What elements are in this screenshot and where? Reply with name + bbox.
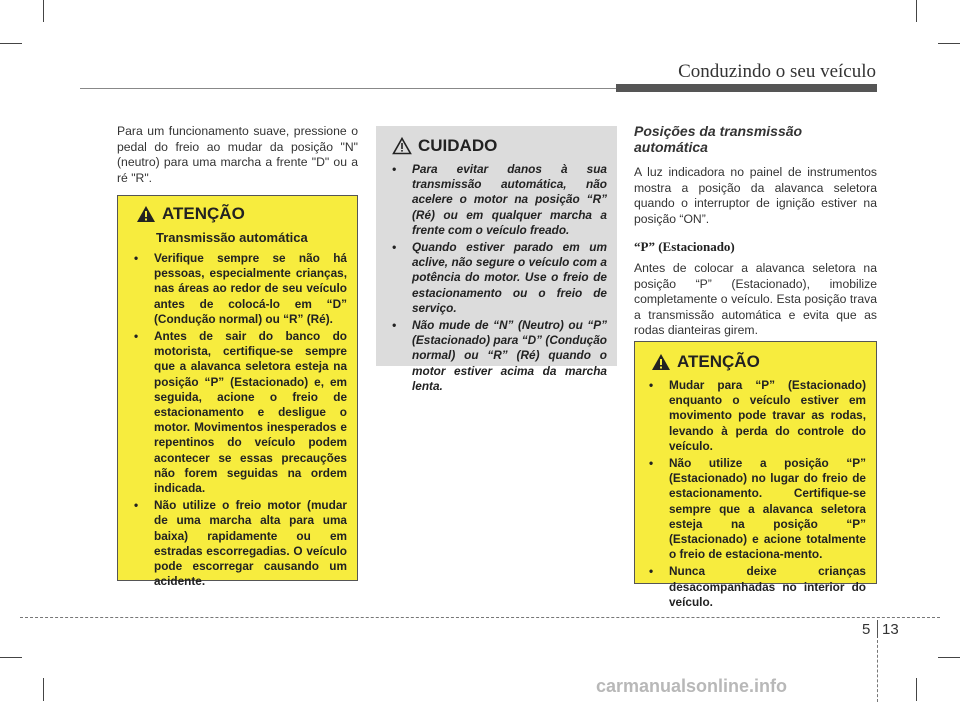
left-column (117, 124, 358, 186)
crop-mark (938, 657, 960, 658)
caution-icon (392, 137, 412, 155)
warning-heading-label: ATENÇÃO (677, 352, 760, 371)
warning-subtitle: Transmissão automática (156, 230, 308, 245)
crop-mark (916, 0, 917, 22)
crop-mark (43, 678, 44, 701)
list-item: • Mudar para “P” (Estacionado) enquanto o veículo estiver em movimento pode travar as rodas, levando à perda do controle do veículo. (639, 378, 866, 454)
subsection-paragraph: Antes de colocar a alavanca seletora na posição “P” (Estacionado), imobilize completamente o veículo. Esta posição trava a transmissão automática e evita que as rodas dianteiras girem. (634, 261, 877, 337)
crop-mark (0, 43, 22, 44)
warning-icon (136, 205, 156, 223)
header-rule (80, 88, 620, 89)
caution-heading (392, 136, 607, 156)
header-bar (616, 84, 877, 92)
warning-heading (136, 204, 347, 224)
warning-icon (651, 353, 671, 371)
crop-mark (938, 43, 960, 44)
list-item: • Verifique sempre se não há pessoas, especialmente crianças, nas áreas ao redor de seu veículo antes de colocá-lo em “D” (Condução normal) ou “R” (Ré). (124, 251, 347, 327)
watermark: carmanualsonline.info (596, 676, 788, 696)
chapter-number: 5 (862, 621, 871, 638)
chapter-title: Conduzindo o seu veículo (678, 61, 876, 82)
page-separator (877, 620, 878, 638)
list-item: • Antes de sair do banco do motorista, certifique-se sempre que a alavanca seletora esteja na posição “P” (Estacionado) e, em seguida, acione o freio de estacionamento e desligue o motor. Movimentos inesperados e repentinos do veículo podem acontecer se essas precauções não forem seguidas na ordem indicada. (124, 329, 347, 496)
list-item: • Não utilize o freio motor (mudar de uma marcha alta para uma baixa) rapidamente ou em estradas escorregadias. O veículo pode escorregar causando um acidente. (124, 498, 347, 589)
list-item: • Não mude de “N” (Neutro) ou “P” (Estacionado) para “D” (Condução normal) ou “R” (Ré) quando o motor estiver acima da marcha lenta. (382, 318, 607, 394)
page-number: 13 (882, 621, 899, 638)
crop-mark (0, 657, 22, 658)
intro-paragraph: Para um funcionamento suave, pressione o pedal do freio ao mudar da posição "N" (neutro) para uma marcha a frente "D" ou a ré "R". (117, 124, 358, 185)
footer-vertical-rule (877, 640, 878, 702)
warning-heading-label: ATENÇÃO (162, 204, 245, 223)
caution-list (382, 162, 607, 394)
list-item: • Não utilize a posição “P” (Estacionado) no lugar do freio de estacionamento. Certifique-se sempre que a alavanca seletora esteja na posição “P” (Estacionado) e acione totalmente o freio de estaciona-mento. (639, 456, 866, 562)
warning-list (124, 251, 347, 589)
warning-heading (651, 352, 866, 372)
crop-mark (916, 678, 917, 701)
list-item: • Nunca deixe crianças desacompanhadas no interior do veículo. (639, 564, 866, 610)
warning-list (639, 378, 866, 610)
list-item: • Para evitar danos à sua transmissão automática, não acelere o motor na posição “R” (Ré) ou em qualquer marcha a frente com o veículo freado. (382, 162, 607, 238)
caution-box (376, 126, 617, 393)
list-item: • Quando estiver parado em um aclive, não segure o veículo com a potência do motor. Use o freio de estacionamento ou o freio de serviço. (382, 240, 607, 316)
warning-box-left (117, 195, 358, 589)
subsection-title: “P” (Estacionado) (634, 239, 735, 254)
warning-box-right (634, 341, 877, 609)
section-paragraph: A luz indicadora no painel de instrumentos mostra a posição da alavanca seletora quando o interruptor de ignição estiver na posição “ON”. (634, 165, 877, 226)
section-title: Posições da transmissão automática (634, 123, 803, 155)
caution-heading-label: CUIDADO (418, 136, 498, 155)
footer-rule (20, 617, 940, 618)
right-column (634, 123, 877, 339)
crop-mark (43, 0, 44, 22)
